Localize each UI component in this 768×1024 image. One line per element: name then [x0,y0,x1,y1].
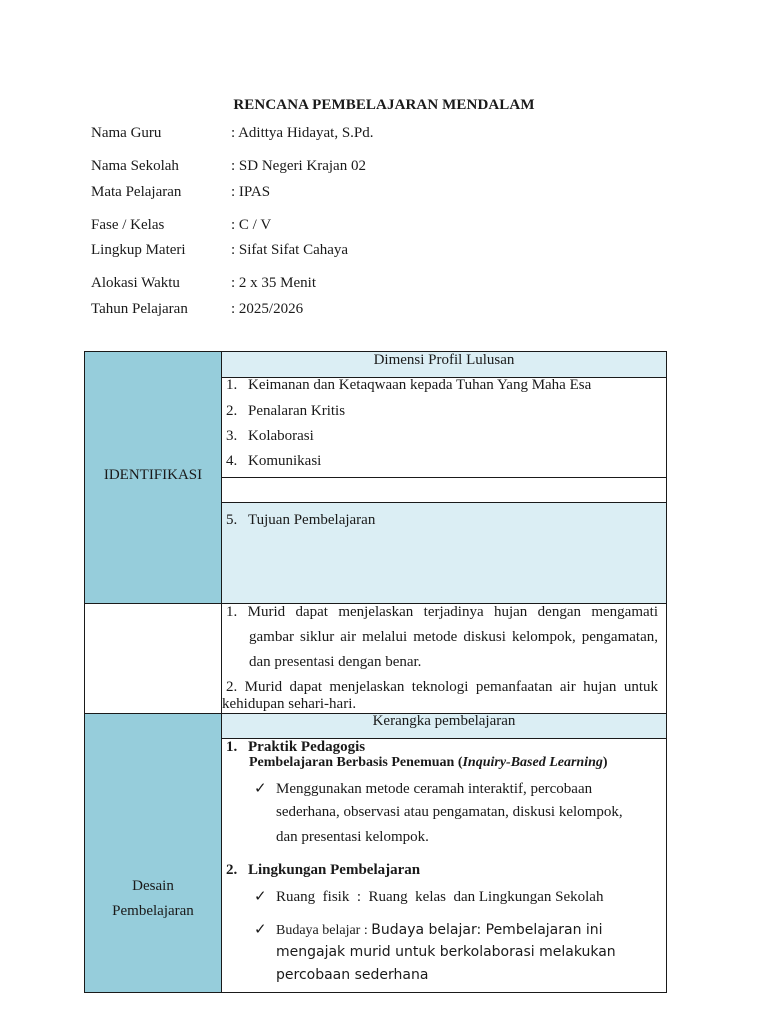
document-title: RENCANA PEMBELAJARAN MENDALAM [233,97,535,113]
info-row-tahun-pelajaran [91,301,303,318]
tujuan-item-1-line: 1. Murid dapat menjelaskan terjadinya hujan dengan mengamati [226,604,658,620]
info-value: : 2 x 35 Menit [231,275,316,291]
info-label: Nama Sekolah [91,158,179,174]
check-icon: ✓ [254,889,267,905]
info-row-nama-guru [91,125,374,142]
budaya-belajar-line: mengajak murid untuk berkolaborasi melakukan [276,944,616,960]
row-divider [221,502,667,503]
check-icon: ✓ [254,781,267,797]
tujuan-header: 5. Tujuan Pembelajaran [226,512,376,528]
info-label: Mata Pelajaran [91,184,182,200]
dimension-item: 1. Keimanan dan Ketaqwaan kepada Tuhan Yang Maha Esa [226,377,592,393]
budaya-belajar-line: percobaan sederhana [276,967,429,983]
info-label: Tahun Pelajaran [91,301,188,317]
lingkungan-title: 2. Lingkungan Pembelajaran [226,862,421,878]
budaya-belajar-item: ✓ Budaya belajar : Budaya belajar: Pembelajaran ini [254,922,603,938]
praktik-check-line: sederhana, observasi atau pengamatan, diskusi kelompok, [276,804,623,820]
info-value: : SD Negeri Krajan 02 [231,158,366,174]
desain-cell [85,714,221,992]
check-icon: ✓ [254,922,267,938]
dimensi-header: Dimensi Profil Lulusan [373,352,515,368]
praktik-subtitle: Pembelajaran Berbasis Penemuan (Inquiry-Based Learning) [249,755,608,770]
dimension-item: 2. Penalaran Kritis [226,403,346,419]
tujuan-item-2-line: 2. Murid dapat menjelaskan teknologi pemanfaatan air hujan untuk [226,679,658,695]
info-label: Lingkup Materi [91,242,186,258]
section-label-identifikasi: IDENTIFIKASI [103,467,203,483]
info-value: : C / V [231,217,272,233]
info-value: : 2025/2026 [231,301,304,317]
info-value: : IPAS [231,184,271,200]
info-row-lingkup-materi [91,242,348,259]
info-row-nama-sekolah [91,158,366,175]
column-divider [221,351,222,993]
section-label-pembelajaran: Pembelajaran [112,903,194,919]
praktik-title: 1. Praktik Pedagogis [226,739,366,755]
row-divider [221,477,667,478]
section-label-desain: Desain [132,878,174,894]
info-row-mata-pelajaran [91,184,270,201]
info-value: : Adittya Hidayat, S.Pd. [231,125,374,141]
tujuan-item-1-line: dan presentasi dengan benar. [249,654,422,670]
info-row-fase-kelas [91,217,271,234]
info-label: Fase / Kelas [91,217,165,233]
dimension-item: 4. Komunikasi [226,453,322,469]
praktik-check-item: ✓ Menggunakan metode ceramah interaktif, percobaan [254,781,593,797]
ruang-fisik-item: ✓ Ruang fisik : Ruang kelas dan Lingkungan Sekolah [254,889,604,905]
kerangka-header: Kerangka pembelajaran [372,713,516,729]
praktik-check-line: dan presentasi kelompok. [276,829,429,845]
info-row-alokasi-waktu [91,275,316,292]
tujuan-item-2-line: kehidupan sehari-hari. [222,696,357,712]
info-label: Nama Guru [91,125,162,141]
tujuan-item-1-line: gambar siklur air melalui metode diskusi kelompok, pengamatan, [249,629,658,645]
info-value: : Sifat Sifat Cahaya [231,242,349,258]
info-label: Alokasi Waktu [91,275,180,291]
dimension-item: 3. Kolaborasi [226,428,314,444]
